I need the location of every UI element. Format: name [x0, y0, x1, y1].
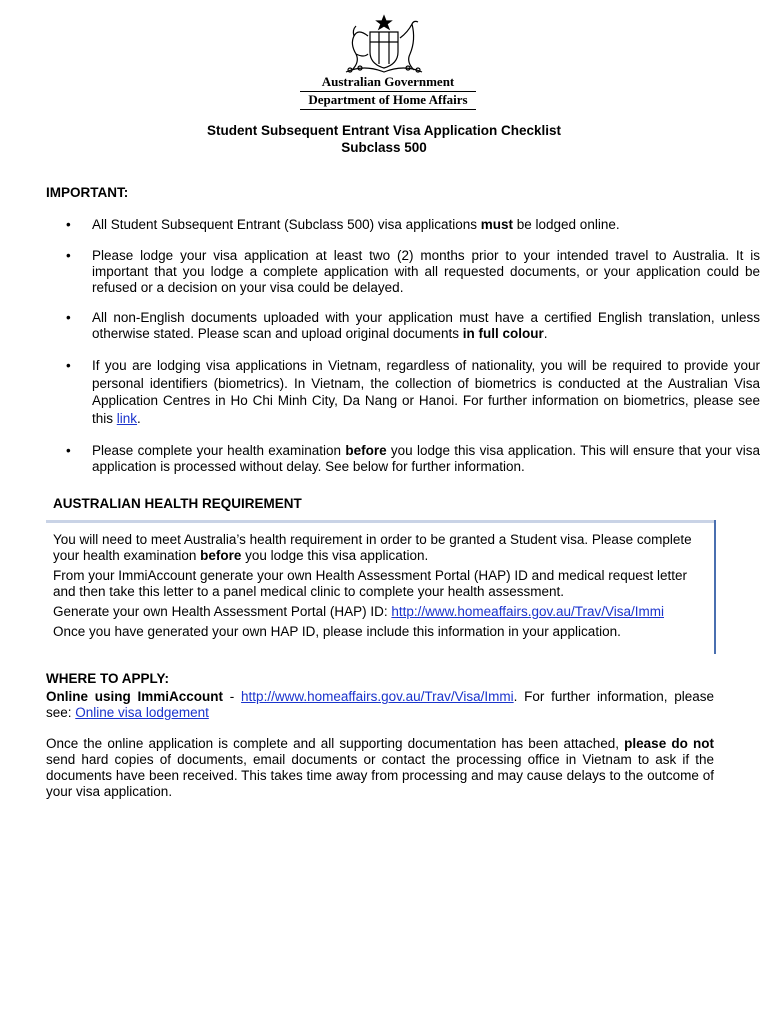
title-line2: Subclass 500 [341, 140, 427, 155]
online-lodgement-link[interactable]: Online visa lodgement [75, 705, 209, 720]
bullet-icon: • [66, 217, 71, 232]
bullet-icon: • [66, 310, 71, 325]
health-requirement-box [46, 520, 714, 654]
government-header [298, 74, 478, 110]
hap-link[interactable]: http://www.homeaffairs.gov.au/Trav/Visa/Immi [391, 604, 664, 619]
important-heading: IMPORTANT: [46, 185, 129, 200]
box-right-border [714, 520, 716, 654]
bullet-icon: • [66, 443, 71, 458]
list-item: • All Student Subsequent Entrant (Subclass 500) visa applications must be lodged online. [66, 217, 620, 232]
document-title [0, 122, 768, 156]
where-to-apply-text: Online using ImmiAccount - http://www.homeaffairs.gov.au/Trav/Visa/Immi. For further information, please see: Online visa lodgement [46, 689, 715, 720]
list-item: • All non-English documents uploaded with your application must have a certified English translation, unless otherwise stated. Please scan and upload original documents in full colour. [66, 310, 760, 341]
health-text: You will need to meet Australia’s health requirement in order to be granted a Student visa. Please complete your health examination before you lodge this visa application. From your ImmiAccount generate your own Health Assessment Portal (HAP) ID and medical request letter and then take this letter to a panel medical clinic to complete your health assessment. Generate your own Health Assessment Portal (HAP) ID: http://www.homeaffairs.gov.au/Trav/Visa/Immi Once you have generated your own HAP ID, please include this information in your application. [53, 532, 692, 639]
bullet-icon: • [66, 358, 71, 373]
list-item: • Please complete your health examination before you lodge this visa application. This will ensure that your visa application is processed without delay. See below for further information. [66, 443, 760, 474]
box-top-border [46, 520, 716, 523]
title-line1: Student Subsequent Entrant Visa Application Checklist [206, 123, 562, 138]
bullet-icon: • [66, 248, 71, 263]
government-name: Australian Government [300, 74, 476, 92]
department-name: Department of Home Affairs [300, 92, 476, 110]
submission-note: Once the online application is complete and all supporting documentation has been attached, please do not send hard copies of documents, email documents or contact the processing office in Vietnam to ask if the documents have been received. This takes time away from processing and may cause delays to the outcome of your visa application. [46, 736, 714, 799]
biometrics-link[interactable]: link [116, 410, 138, 426]
where-to-apply-heading: WHERE TO APPLY: [46, 671, 170, 686]
list-item: • If you are lodging visa applications in Vietnam, regardless of nationality, you will be required to provide your personal identifiers (biometrics). In Vietnam, the collection of biometrics is conducted at the Australian Visa Application Centres in Ho Chi Minh City, Da Nang or Hanoi. For further information on biometrics, please see this link. [66, 358, 760, 426]
list-item: • Please lodge your visa application at least two (2) months prior to your intended travel to Australia. It is important that you lodge a complete application with all requested documents, or your application could be refused or a decision on your visa could be delayed. [66, 248, 760, 295]
coat-of-arms-icon [334, 14, 434, 76]
health-heading: AUSTRALIAN HEALTH REQUIREMENT [53, 496, 302, 511]
immiaccount-link[interactable]: http://www.homeaffairs.gov.au/Trav/Visa/Immi [241, 689, 514, 704]
